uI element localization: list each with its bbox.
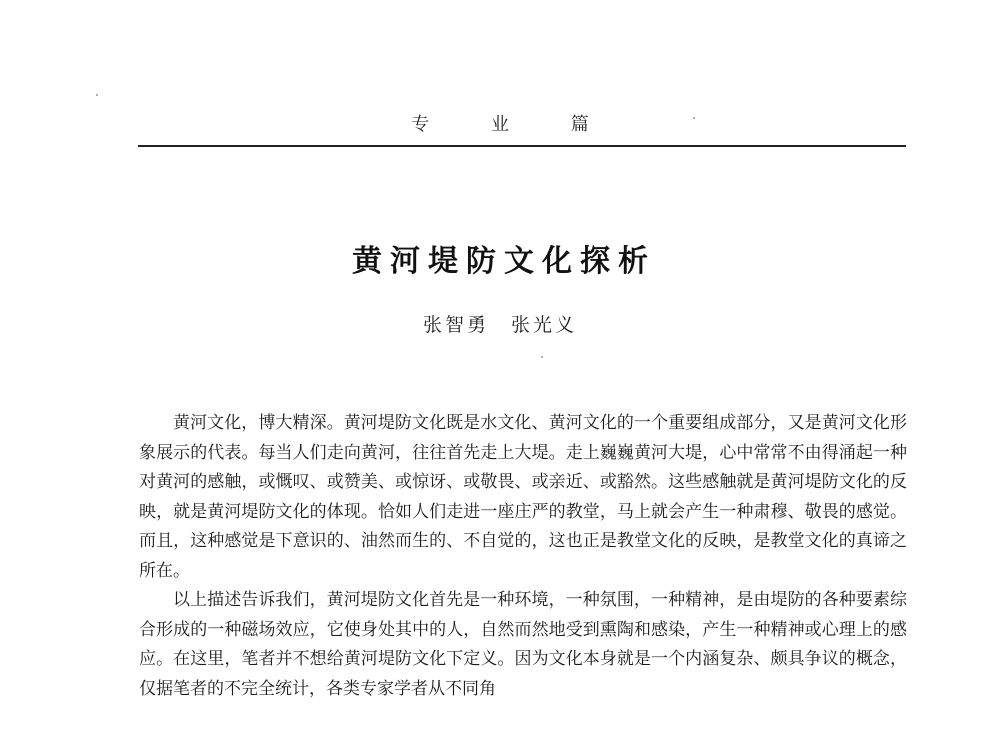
article-body — [139, 409, 907, 704]
author-name: 张智勇 — [422, 314, 489, 336]
scan-speck — [541, 356, 543, 358]
section-label: 专 业 篇 — [411, 114, 617, 135]
body-paragraph: 黄河文化，博大精深。黄河堤防文化既是水文化、黄河文化的一个重要组成部分，又是黄河文化形象展示的代表。每当人们走向黄河，往往首先走上大堤。走上巍巍黄河大堤，心中常常不由得涌起一种对黄河的感触，或慨叹、或赞美、或惊讶、或敬畏、或亲近、或豁然。这些感触就是黄河堤防文化的反映，就是黄河堤防文化的体现。恰如人们走进一座庄严的教堂，马上就会产生一种肃穆、敬畏的感觉。而且，这种感觉是下意识的、油然而生的、不自觉的，这也正是教堂文化的反映，是教堂文化的真谛之所在。 — [139, 413, 907, 581]
body-paragraph: 以上描述告诉我们，黄河堤防文化首先是一种环境，一种氛围，一种精神，是由堤防的各种要素综合形成的一种磁场效应，它使身处其中的人，自然而然地受到熏陶和感染，产生一种精神或心理上的感应。在这里，笔者并不想给黄河堤防文化下定义。因为文化本身就是一个内涵复杂、颇具争议的概念，仅据笔者的不完全统计，各类专家学者从不同角 — [139, 590, 907, 699]
author-name: 张光义 — [511, 314, 578, 336]
scan-speck — [693, 117, 695, 119]
scan-speck — [96, 94, 98, 96]
header-rule — [138, 145, 906, 147]
article-title: 黄河堤防文化探析 — [352, 244, 656, 279]
authors — [0, 310, 1000, 337]
